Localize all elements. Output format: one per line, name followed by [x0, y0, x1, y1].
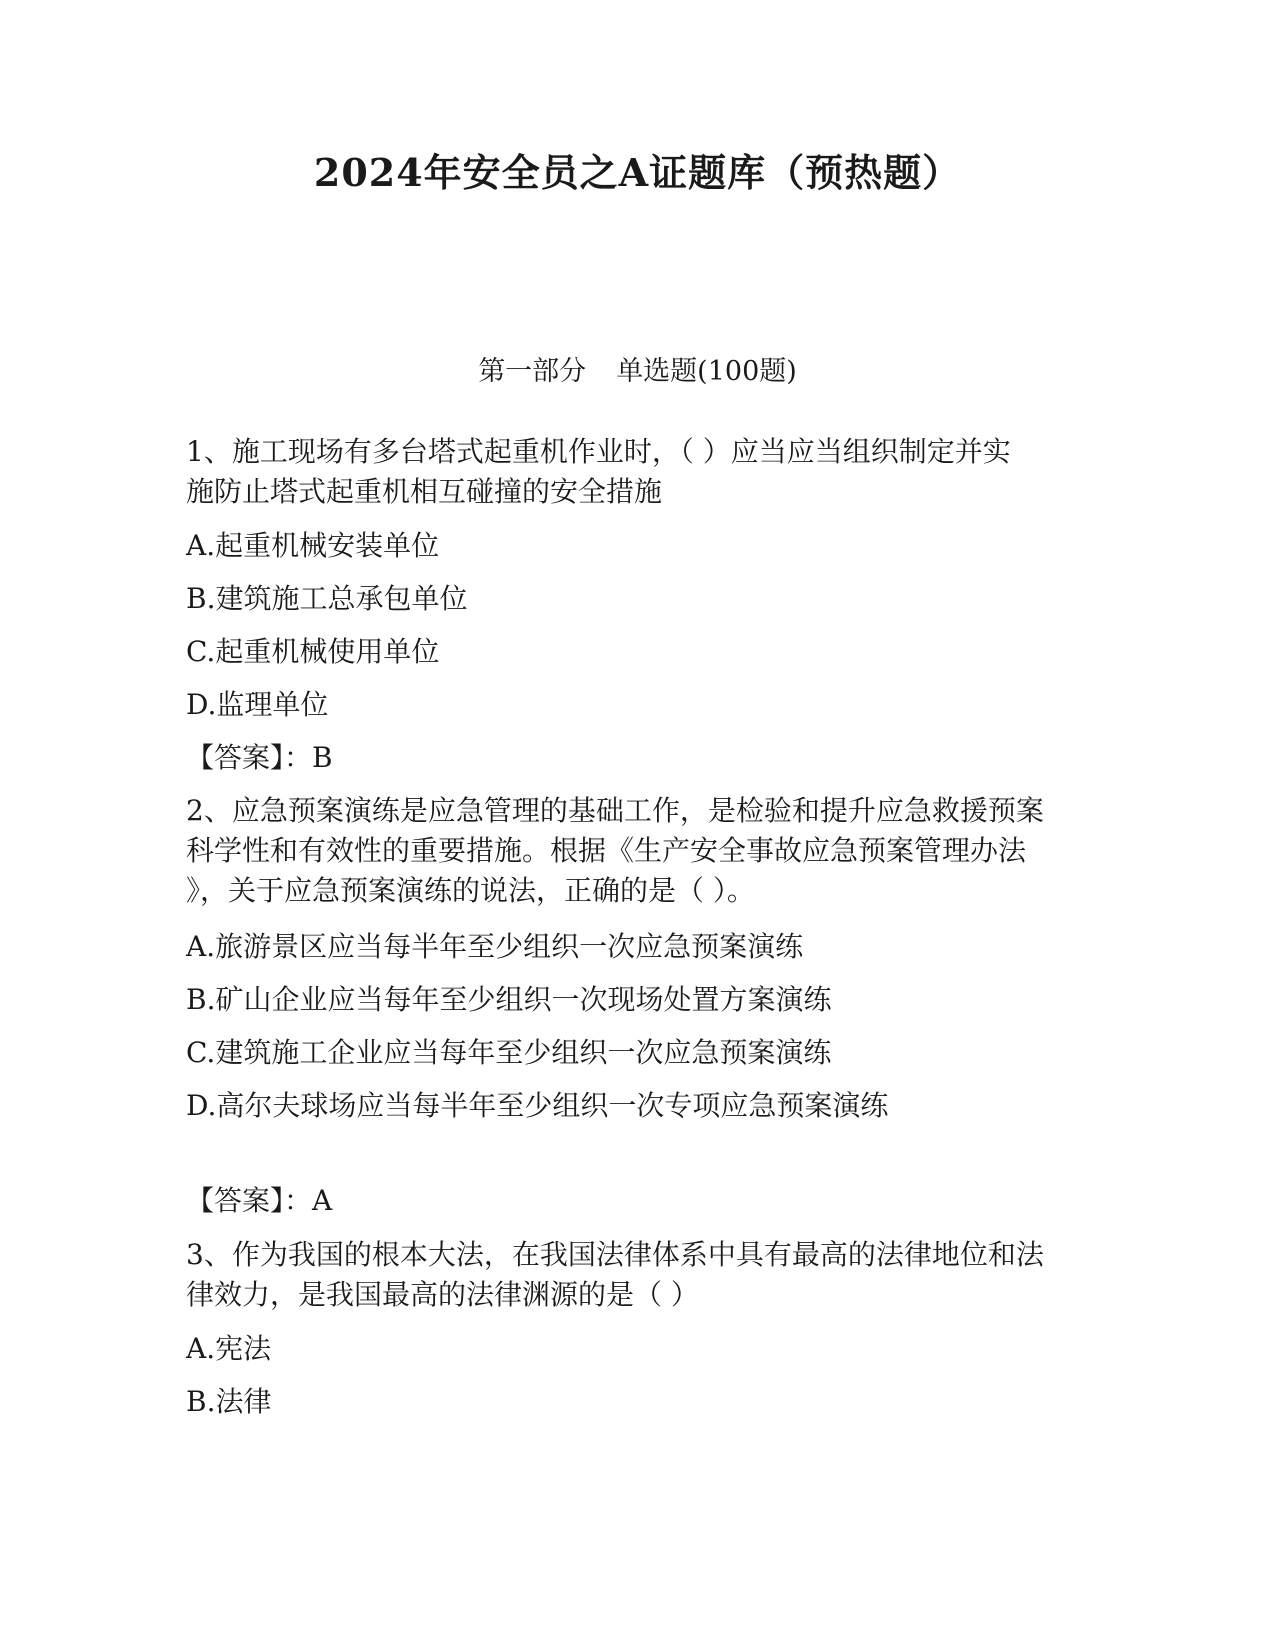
option-a: A.旅游景区应当每半年至少组织一次应急预案演练 [186, 930, 804, 963]
section-heading [0, 352, 1275, 392]
option-b: B.法律 [186, 1385, 272, 1418]
question-stem-line: 》，关于应急预案演练的说法，正确的是（ ）。 [186, 874, 755, 907]
question-stem-line: 施防止塔式起重机相互碰撞的安全措施 [186, 475, 663, 508]
option-a: A.宪法 [186, 1332, 272, 1365]
section-name: 单选题(100题) [616, 356, 797, 387]
option-c: C.建筑施工企业应当每年至少组织一次应急预案演练 [186, 1036, 832, 1069]
answer: 【答案】：B [186, 741, 333, 774]
question-stem-line: 律效力，是我国最高的法律渊源的是（ ） [186, 1278, 699, 1311]
question-stem-line: 3、作为我国的根本大法，在我国法律体系中具有最高的法律地位和法 [186, 1238, 1044, 1271]
answer: 【答案】：A [186, 1184, 333, 1217]
option-b: B.矿山企业应当每年至少组织一次现场处置方案演练 [186, 983, 832, 1016]
question-stem-line: 1、施工现场有多台塔式起重机作业时，（ ）应当应当组织制定并实 [186, 435, 1011, 468]
question-stem-line: 科学性和有效性的重要措施。根据《生产安全事故应急预案管理办法 [186, 834, 1027, 867]
section-part: 第一部分 [478, 356, 587, 387]
option-d: D.高尔夫球场应当每半年至少组织一次专项应急预案演练 [186, 1089, 889, 1122]
option-d: D.监理单位 [186, 688, 329, 721]
question-stem-line: 2、应急预案演练是应急管理的基础工作，是检验和提升应急救援预案 [186, 794, 1044, 827]
document-title: 2024年安全员之A证题库（预热题） [313, 150, 962, 195]
option-b: B.建筑施工总承包单位 [186, 582, 468, 615]
option-a: A.起重机械安装单位 [186, 529, 440, 562]
option-c: C.起重机械使用单位 [186, 635, 440, 668]
